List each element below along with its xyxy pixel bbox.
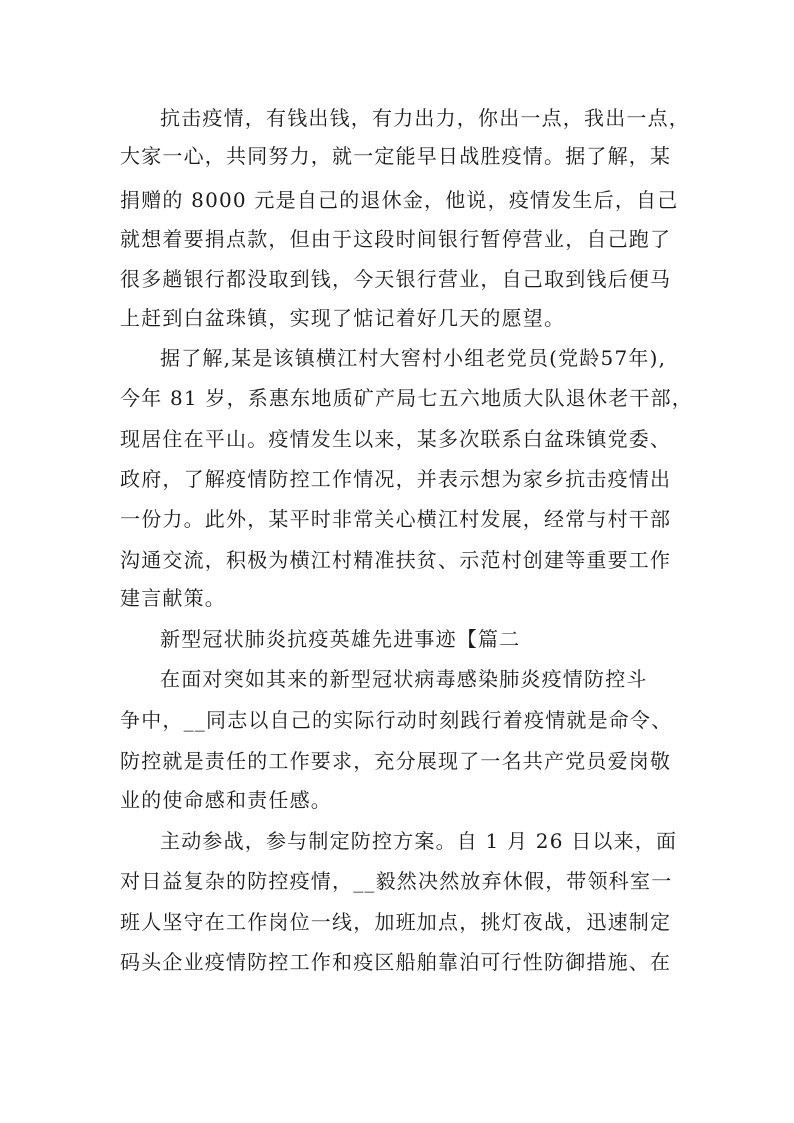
paragraph-3-line-4: 业的使命感和责任感。 bbox=[120, 788, 332, 812]
paragraph-3-line-3: 防控就是责任的工作要求，充分展现了一名共产党员爱岗敬 bbox=[120, 749, 672, 773]
paragraph-2-line-6: 沟通交流，积极为横江村精准扶贫、示范村创建等重要工作 bbox=[120, 548, 672, 572]
paragraph-1-line-3: 捐赠的 8000 元是自己的退休金，他说，疫情发生后，自己 bbox=[120, 188, 679, 212]
paragraph-4-line-3: 班人坚守在工作岗位一线，加班加点，挑灯夜战，迅速制定 bbox=[120, 910, 672, 934]
paragraph-2-line-7: 建言献策。 bbox=[120, 586, 226, 610]
paragraph-2-line-5: 一份力。此外，某平时非常关心横江村发展，经常与村干部 bbox=[120, 507, 672, 531]
paragraph-3-line-1: 在面对突如其来的新型冠状病毒感染肺炎疫情防控斗 bbox=[160, 667, 648, 691]
paragraph-2-line-2: 今年 81 岁，系惠东地质矿产局七五六地质大队退休老干部， bbox=[120, 386, 693, 410]
paragraph-2-line-1: 据了解,某是该镇横江村大窖村小组老党员(党龄57年), bbox=[160, 346, 667, 370]
paragraph-4-line-4: 码头企业疫情防控工作和疫区船舶靠泊可行性防御措施、在 bbox=[120, 950, 672, 974]
paragraph-2-line-3: 现居住在平山。疫情发生以来，某多次联系白盆珠镇党委、 bbox=[120, 427, 672, 451]
paragraph-4-line-2: 对日益复杂的防控疫情，__毅然决然放弃休假，带领科室一 bbox=[120, 869, 673, 893]
paragraph-2-line-4: 政府，了解疫情防控工作情况，并表示想为家乡抗击疫情出 bbox=[120, 467, 672, 491]
section-heading: 新型冠状肺炎抗疫英雄先进事迹【篇二 bbox=[160, 627, 521, 651]
paragraph-4-line-1: 主动参战，参与制定防控方案。自 1 月 26 日以来，面 bbox=[160, 829, 678, 853]
paragraph-3-line-2: 争中，__同志以自己的实际行动时刻践行着疫情就是命令、 bbox=[120, 708, 673, 732]
paragraph-1-line-1: 抗击疫情，有钱出钱，有力出力，你出一点，我出一点， bbox=[160, 106, 690, 130]
paragraph-1-line-4: 就想着要捐点款，但由于这段时间银行暂停营业，自己跑了 bbox=[120, 227, 672, 251]
paragraph-1-line-2: 大家一心，共同努力，就一定能早日战胜疫情。据了解，某 bbox=[120, 144, 672, 168]
paragraph-1-line-6: 上赶到白盆珠镇，实现了惦记着好几天的愿望。 bbox=[120, 306, 566, 330]
paragraph-1-line-5: 很多趟银行都没取到钱，今天银行营业，自己取到钱后便马 bbox=[120, 267, 672, 291]
